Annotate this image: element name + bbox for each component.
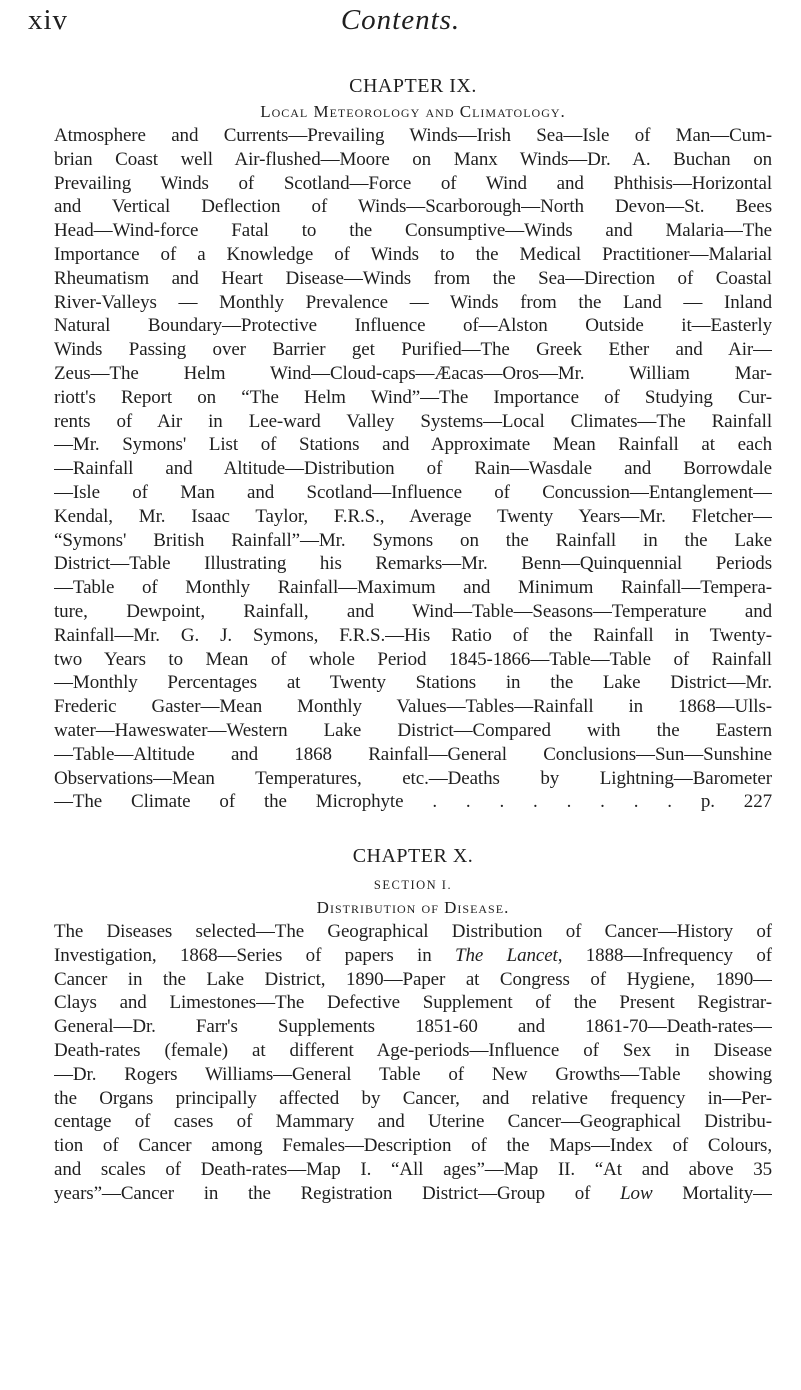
summary-line: Observations—Mean Temperatures, etc.—Deaths by Lightning—Barometer <box>54 767 772 789</box>
summary-line: Frederic Gaster—Mean Monthly Values—Tables—Rainfall in 1868—Ulls- <box>54 696 772 718</box>
summary-line: —Table—Altitude and 1868 Rainfall—General Conclusions—Sun—Sunshine <box>54 743 772 765</box>
summary-line: —Mr. Symons' List of Stations and Approximate Mean Rainfall at each <box>54 434 772 456</box>
chapter-x-summary <box>54 920 772 1206</box>
summary-line: brian Coast well Air-flushed—Moore on Manx Winds—Dr. A. Buchan on <box>54 148 772 170</box>
chapter-ix-heading: CHAPTER IX. <box>349 75 477 97</box>
summary-line: “Symons' British Rainfall”—Mr. Symons on the Rainfall in the Lake <box>54 529 772 551</box>
summary-line-lancet <box>54 944 772 968</box>
chapter-x-section-label: SECTION I. <box>373 878 453 892</box>
summary-line: Head—Wind-force Fatal to the Consumptive—Winds and Malaria—The <box>54 220 772 242</box>
summary-line: Cancer in the Lake District, 1890—Paper at Congress of Hygiene, 1890— <box>54 968 772 990</box>
summary-line: Death-rates (female) at different Age-periods—Influence of Sex in Disease <box>54 1039 772 1061</box>
page-number: xiv <box>28 4 69 36</box>
summary-line: District—Table Illustrating his Remarks—Mr. Benn—Quinquennial Periods <box>54 553 772 575</box>
lancet-suffix: , 1888—Infrequency of <box>557 944 772 966</box>
summary-line: —Dr. Rogers Williams—General Table of New Growths—Table showing <box>54 1063 772 1085</box>
summary-line: and Vertical Deflection of Winds—Scarborough—North Devon—St. Bees <box>54 196 772 218</box>
low-prefix: years”—Cancer in the Registration District—Group of <box>54 1182 621 1204</box>
running-title: Contents. <box>340 4 461 36</box>
chapter-x-heading: CHAPTER X. <box>352 845 474 867</box>
summary-line: —Monthly Percentages at Twenty Stations in the Lake District—Mr. <box>54 672 772 694</box>
summary-line: Atmosphere and Currents—Prevailing Winds—Irish Sea—Isle of Man—Cum- <box>54 125 772 146</box>
summary-line: Winds Passing over Barrier get Purified—The Greek Ether and Air— <box>54 339 772 361</box>
chapter-ix-summary <box>54 124 772 814</box>
summary-line: Prevailing Winds of Scotland—Force of Wind and Phthisis—Horizontal <box>54 172 772 194</box>
chapter-ix-subheading: Local Meteorology and Climatology. <box>260 102 566 121</box>
summary-line: rents of Air in Lee-ward Valley Systems—Local Climates—The Rainfall <box>54 410 772 432</box>
summary-line: Importance of a Knowledge of Winds to the Medical Practitioner—Malarial <box>54 243 772 265</box>
lancet-title: The Lancet <box>455 944 558 966</box>
summary-line: ture, Dewpoint, Rainfall, and Wind—Table—Seasons—Temperature and <box>54 600 772 622</box>
low-word: Low <box>620 1182 653 1204</box>
summary-line: —Rainfall and Altitude—Distribution of Rain—Wasdale and Borrowdale <box>54 458 772 480</box>
summary-line: —Table of Monthly Rainfall—Maximum and Minimum Rainfall—Tempera- <box>54 577 772 599</box>
summary-line: Rainfall—Mr. G. J. Symons, F.R.S.—His Ratio of the Rainfall in Twenty- <box>54 624 772 646</box>
summary-line: River-Valleys — Monthly Prevalence — Winds from the Land — Inland <box>54 291 772 313</box>
summary-line: The Diseases selected—The Geographical Distribution of Cancer—History of <box>54 921 772 942</box>
chapter-x-block <box>54 844 772 1206</box>
summary-line: —Isle of Man and Scotland—Influence of Concussion—Entanglement— <box>54 481 772 503</box>
summary-line: Natural Boundary—Protective Influence of—Alston Outside it—Easterly <box>54 315 772 337</box>
summary-line: the Organs principally affected by Cancer, and relative frequency in—Per- <box>54 1087 772 1109</box>
summary-line: Zeus—The Helm Wind—Cloud-caps—Æacas—Oros—Mr. William Mar- <box>54 362 772 384</box>
summary-line-low <box>54 1182 772 1206</box>
summary-line: Rheumatism and Heart Disease—Winds from the Sea—Direction of Coastal <box>54 267 772 289</box>
summary-line: Kendal, Mr. Isaac Taylor, F.R.S., Average Twenty Years—Mr. Fletcher— <box>54 505 772 527</box>
summary-line: two Years to Mean of whole Period 1845-1866—Table—Table of Rainfall <box>54 648 772 670</box>
low-suffix: Mortality— <box>652 1182 772 1204</box>
summary-line: and scales of Death-rates—Map I. “All ages”—Map II. “At and above 35 <box>54 1158 772 1180</box>
summary-line: General—Dr. Farr's Supplements 1851-60 and 1861-70—Death-rates— <box>54 1016 772 1038</box>
chapter-x-subheading: Distribution of Disease. <box>316 898 510 917</box>
summary-line: centage of cases of Mammary and Uterine Cancer—Geographical Distribu- <box>54 1111 772 1133</box>
summary-line: water—Haweswater—Western Lake District—Compared with the Eastern <box>54 719 772 741</box>
summary-line: riott's Report on “The Helm Wind”—The Importance of Studying Cur- <box>54 386 772 408</box>
lancet-prefix: Investigation, 1868—Series of papers in <box>54 944 456 966</box>
chapter-ix-block <box>54 74 772 814</box>
summary-line: tion of Cancer among Females—Description of the Maps—Index of Colours, <box>54 1135 772 1157</box>
summary-line: Clays and Limestones—The Defective Supplement of the Present Registrar- <box>54 992 772 1014</box>
summary-line-page-ref: —The Climate of the Microphyte . . . . . . . . p. 227 <box>54 791 772 813</box>
running-head <box>0 4 801 44</box>
